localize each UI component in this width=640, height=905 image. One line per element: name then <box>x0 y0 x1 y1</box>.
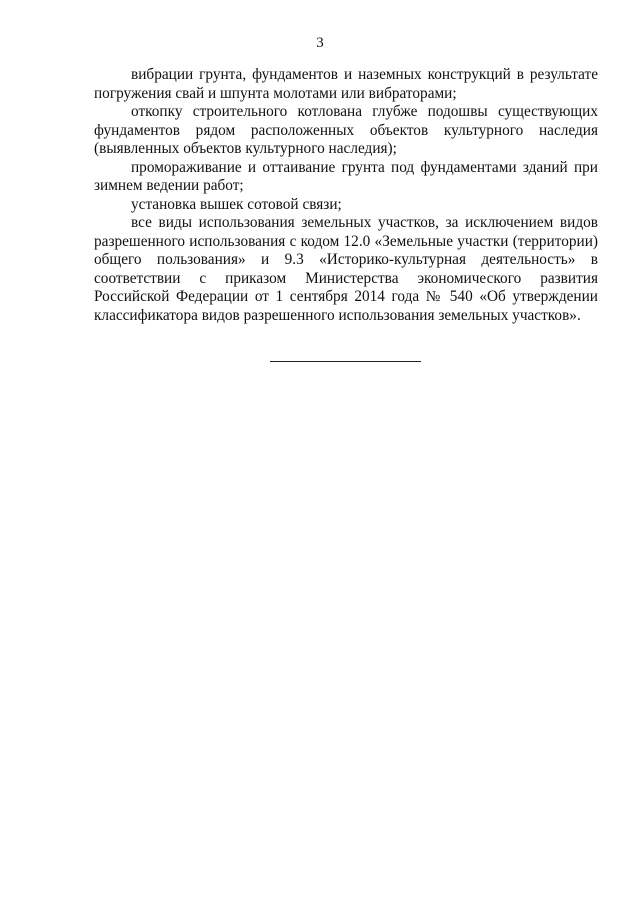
paragraph-freezing: промораживание и оттаивание грунта под фундаментами зданий при зимнем ведении работ; <box>94 158 598 194</box>
document-body <box>94 66 598 325</box>
paragraph-excavation: откопку строительного котлована глубже подошвы существующих фундаментов рядом расположенных объектов культурного наследия (выявленных объектов культурного наследия); <box>94 103 598 157</box>
end-separator-line <box>270 361 421 362</box>
paragraph-vibration: вибрации грунта, фундаментов и наземных конструкций в результате погружения свай и шпунта молотами или вибраторами; <box>94 66 598 102</box>
paragraph-cell-towers: установка вышек сотовой связи; <box>131 195 342 213</box>
paragraph-land-use: все виды использования земельных участков, за исключением видов разрешенного использования с кодом 12.0 «Земельные участки (территории) общего пользования» и 9.3 «Историко-культурная деятельность» в соответствии с приказом Министерства экономического развития Российской Федерации от 1 сентября 2014 года № 540 «Об утверждении классификатора видов разрешенного использования земельных участков». <box>94 214 598 324</box>
page-number: 3 <box>316 35 324 51</box>
